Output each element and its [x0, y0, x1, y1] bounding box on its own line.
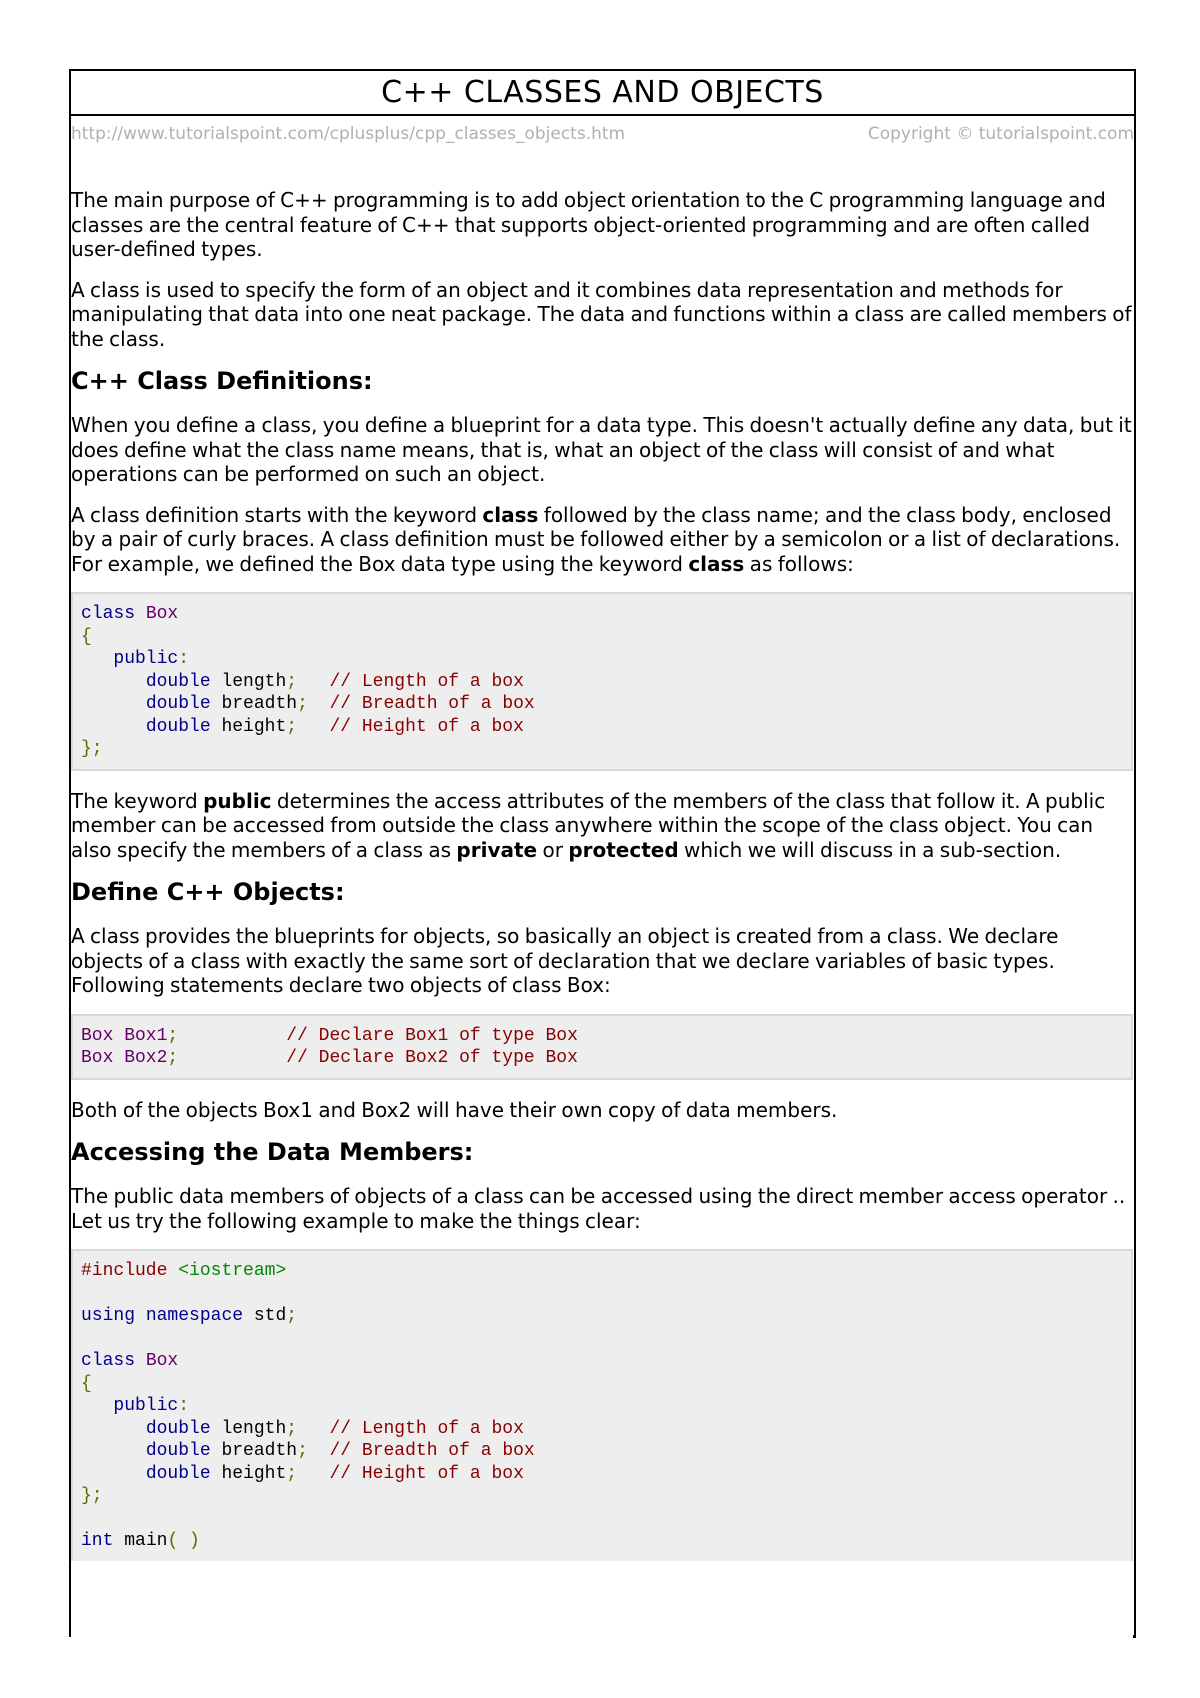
- heading-define-objects: Define C++ Objects:: [71, 878, 345, 906]
- heading-class-definitions: C++ Class Definitions:: [71, 367, 373, 395]
- class-def-paragraph-1: When you define a class, you define a blueprint for a data type. This doesn't actually define any data, but it does define what the class name means, that is, what an object of the class will consist of and what operations can be performed on such an object.: [71, 413, 1132, 486]
- code-block-object-declarations: Box Box1; // Declare Box1 of type Box Box Box2; // Declare Box2 of type Box: [71, 1014, 1133, 1080]
- intro-paragraph-1: The main purpose of C++ programming is to add object orientation to the C programming language and classes are the central feature of C++ that supports object-oriented programming and are often called user-defined types.: [71, 188, 1106, 261]
- copyright-notice: Copyright © tutorialspoint.com: [867, 124, 1134, 144]
- heading-accessing-members: Accessing the Data Members:: [71, 1138, 474, 1166]
- class-def-paragraph-2: A class definition starts with the keyword class followed by the class name; and the class body, enclosed by a pair of curly braces. A class definition must be followed either by a semicolon or a list of declarations. For example, we defined the Box data type using the keyword class as follows:: [71, 502, 1121, 576]
- objects-paragraph-2: Both of the objects Box1 and Box2 will have their own copy of data members.: [71, 1097, 838, 1122]
- code-block-class-definition: class Box { public: double length; // Length of a box double breadth; // Breadth of a box double height; // Height of a box };: [71, 592, 1133, 771]
- page-title: C++ CLASSES AND OBJECTS: [71, 71, 1134, 116]
- frame-corner: [1133, 1635, 1136, 1638]
- intro-paragraph-2: A class is used to specify the form of an object and it combines data representation and methods for manipulating that data into one neat package. The data and functions within a class are called members of the class.: [71, 277, 1132, 351]
- keyword-class: class: [482, 502, 539, 527]
- source-url[interactable]: http://www.tutorialspoint.com/cplusplus/cpp_classes_objects.htm: [71, 124, 626, 144]
- objects-paragraph-1: A class provides the blueprints for objects, so basically an object is created from a class. We declare objects of a class with exactly the same sort of declaration that we declare variables of basic types. Following statements declare two objects of class Box:: [71, 924, 1059, 997]
- keyword-class: class: [688, 551, 745, 576]
- code-block-example: #include <iostream> using namespace std; class Box { public: double length; // Length of a box double breadth; // Breadth of a box double height; // Height of a box }; int main( ): [71, 1249, 1133, 1561]
- access-paragraph-1: The public data members of objects of a class can be accessed using the direct member access operator .. Let us try the following example to make the things clear:: [71, 1184, 1126, 1233]
- article-body: [71, 188, 1133, 1561]
- public-keyword-paragraph: The keyword public determines the access attributes of the members of the class that follow it. A public member can be accessed from outside the class anywhere within the scope of the class object. You can also specify the members of a class as private or protected which we will discuss in a sub-section.: [71, 788, 1106, 862]
